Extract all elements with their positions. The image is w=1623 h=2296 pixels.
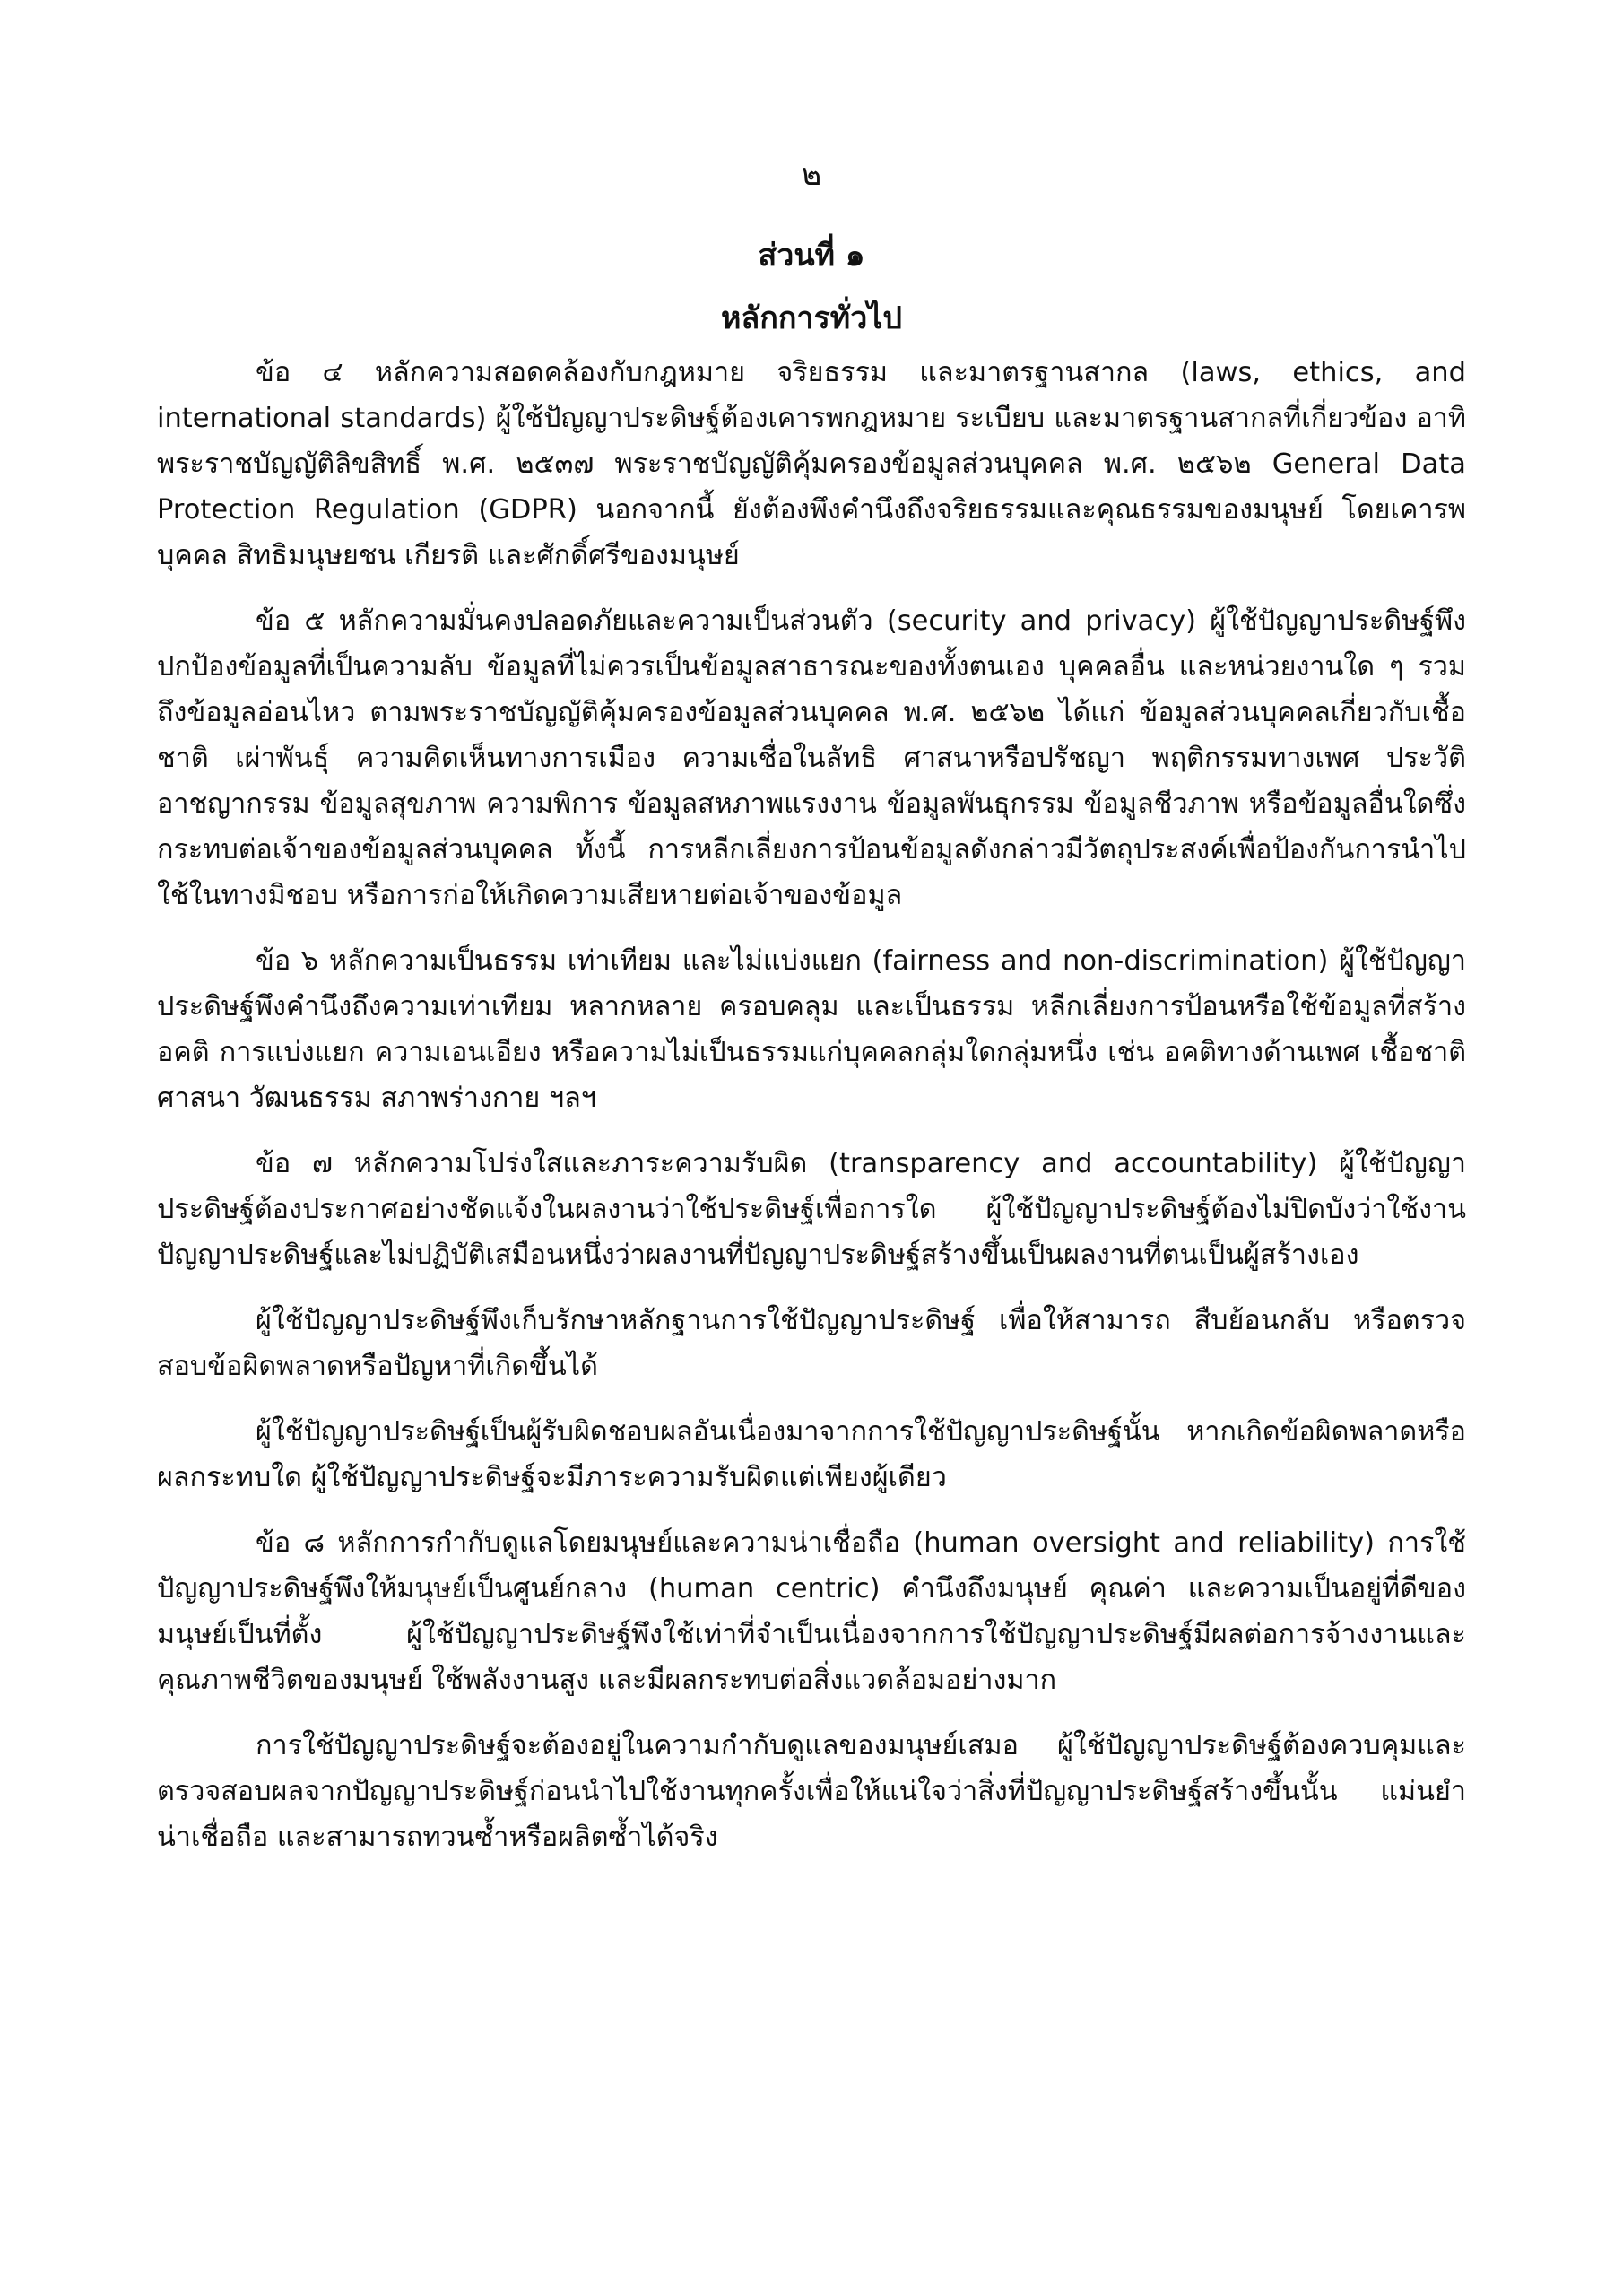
paragraph-clause-8: ข้อ ๘ หลักการกำกับดูแลโดยมนุษย์และความน่าเชื่อถือ (human oversight and reliability) การใช้ปัญญาประดิษฐ์พึงให้มนุษย์เป็นศูนย์กลาง (human centric) คำนึงถึงมนุษย์ คุณค่า และความเป็นอยู่ที่ดีของมนุษย์เป็นที่ตั้ง ผู้ใช้ปัญญาประดิษฐ์พึงใช้เท่าที่จำเป็นเนื่องจากการใช้ปัญญาประดิษฐ์มีผลต่อการจ้างงานและคุณภาพชีวิตของมนุษย์ ใช้พลังงานสูง และมีผลกระทบต่อสิ่งแวดล้อมอย่างมาก — [157, 1527, 1466, 1696]
paragraph-clause-7-responsibility: ผู้ใช้ปัญญาประดิษฐ์เป็นผู้รับผิดชอบผลอันเนื่องมาจากการใช้ปัญญาประดิษฐ์นั้น หากเกิดข้อผิดพลาดหรือผลกระทบใด ผู้ใช้ปัญญาประดิษฐ์จะมีภาระความรับผิดแต่เพียงผู้เดียว — [157, 1416, 1466, 1493]
page-number: ๒ — [801, 157, 822, 193]
paragraph-clause-8-oversight: การใช้ปัญญาประดิษฐ์จะต้องอยู่ในความกำกับดูแลของมนุษย์เสมอ ผู้ใช้ปัญญาประดิษฐ์ต้องควบคุมและตรวจสอบผลจากปัญญาประดิษฐ์ก่อนนำไปใช้งานทุกครั้งเพื่อให้แน่ใจว่าสิ่งที่ปัญญาประดิษฐ์สร้างขึ้นนั้น แม่นยำ น่าเชื่อถือ และสามารถทวนซ้ำหรือผลิตซ้ำได้จริง — [157, 1730, 1466, 1853]
paragraph-clause-7-evidence: ผู้ใช้ปัญญาประดิษฐ์พึงเก็บรักษาหลักฐานการใช้ปัญญาประดิษฐ์ เพื่อให้สามารถ สืบย้อนกลับ หรือตรวจสอบข้อผิดพลาดหรือปัญหาที่เกิดขึ้นได้ — [157, 1305, 1466, 1382]
paragraph-clause-7: ข้อ ๗ หลักความโปร่งใสและภาระความรับผิด (transparency and accountability) ผู้ใช้ปัญญาประดิษฐ์ต้องประกาศอย่างชัดแจ้งในผลงานว่าใช้ประดิษฐ์เพื่อการใด ผู้ใช้ปัญญาประดิษฐ์ต้องไม่ปิดบังว่าใช้งานปัญญาประดิษฐ์และไม่ปฏิบัติเสมือนหนึ่งว่าผลงานที่ปัญญาประดิษฐ์สร้างขึ้นเป็นผลงานที่ตนเป็นผู้สร้างเอง — [157, 1148, 1466, 1271]
section-title: ส่วนที่ ๑ — [758, 238, 865, 274]
section-subtitle: หลักการทั่วไป — [721, 300, 902, 336]
paragraph-clause-4: ข้อ ๔ หลักความสอดคล้องกับกฎหมาย จริยธรรม และมาตรฐานสากล (laws, ethics, and international standards) ผู้ใช้ปัญญาประดิษฐ์ต้องเคารพกฎหมาย ระเบียบ และมาตรฐานสากลที่เกี่ยวข้อง อาทิ พระราชบัญญัติลิขสิทธิ์ พ.ศ. ๒๕๓๗ พระราชบัญญัติคุ้มครองข้อมูลส่วนบุคคล พ.ศ. ๒๕๖๒ General Data Protection Regulation (GDPR) นอกจากนี้ ยังต้องพึงคำนึงถึงจริยธรรมและคุณธรรมของมนุษย์ โดยเคารพบุคคล สิทธิมนุษยชน เกียรติ และศักดิ์ศรีของมนุษย์ — [157, 357, 1466, 571]
paragraph-clause-6: ข้อ ๖ หลักความเป็นธรรม เท่าเทียม และไม่แบ่งแยก (fairness and non-discrimination) ผู้ใช้ปัญญาประดิษฐ์พึงคำนึงถึงความเท่าเทียม หลากหลาย ครอบคลุม และเป็นธรรม หลีกเลี่ยงการป้อนหรือใช้ข้อมูลที่สร้างอคติ การแบ่งแยก ความเอนเอียง หรือความไม่เป็นธรรมแก่บุคคลกลุ่มใดกลุ่มหนึ่ง เช่น อคติทางด้านเพศ เชื้อชาติ ศาสนา วัฒนธรรม สภาพร่างกาย ฯลฯ — [157, 945, 1466, 1114]
paragraph-clause-5: ข้อ ๕ หลักความมั่นคงปลอดภัยและความเป็นส่วนตัว (security and privacy) ผู้ใช้ปัญญาประดิษฐ์พึงปกป้องข้อมูลที่เป็นความลับ ข้อมูลที่ไม่ควรเป็นข้อมูลสาธารณะของทั้งตนเอง บุคคลอื่น และหน่วยงานใด ๆ รวมถึงข้อมูลอ่อนไหว ตามพระราชบัญญัติคุ้มครองข้อมูลส่วนบุคคล พ.ศ. ๒๕๖๒ ได้แก่ ข้อมูลส่วนบุคคลเกี่ยวกับเชื้อชาติ เผ่าพันธุ์ ความคิดเห็นทางการเมือง ความเชื่อในลัทธิ ศาสนาหรือปรัชญา พฤติกรรมทางเพศ ประวัติอาชญากรรม ข้อมูลสุขภาพ ความพิการ ข้อมูลสหภาพแรงงาน ข้อมูลพันธุกรรม ข้อมูลชีวภาพ หรือข้อมูลอื่นใดซึ่งกระทบต่อเจ้าของข้อมูลส่วนบุคคล ทั้งนี้ การหลีกเลี่ยงการป้อนข้อมูลดังกล่าวมีวัตถุประสงค์เพื่อป้องกันการนำไปใช้ในทางมิชอบ หรือการก่อให้เกิดความเสียหายต่อเจ้าของข้อมูล — [157, 605, 1466, 911]
